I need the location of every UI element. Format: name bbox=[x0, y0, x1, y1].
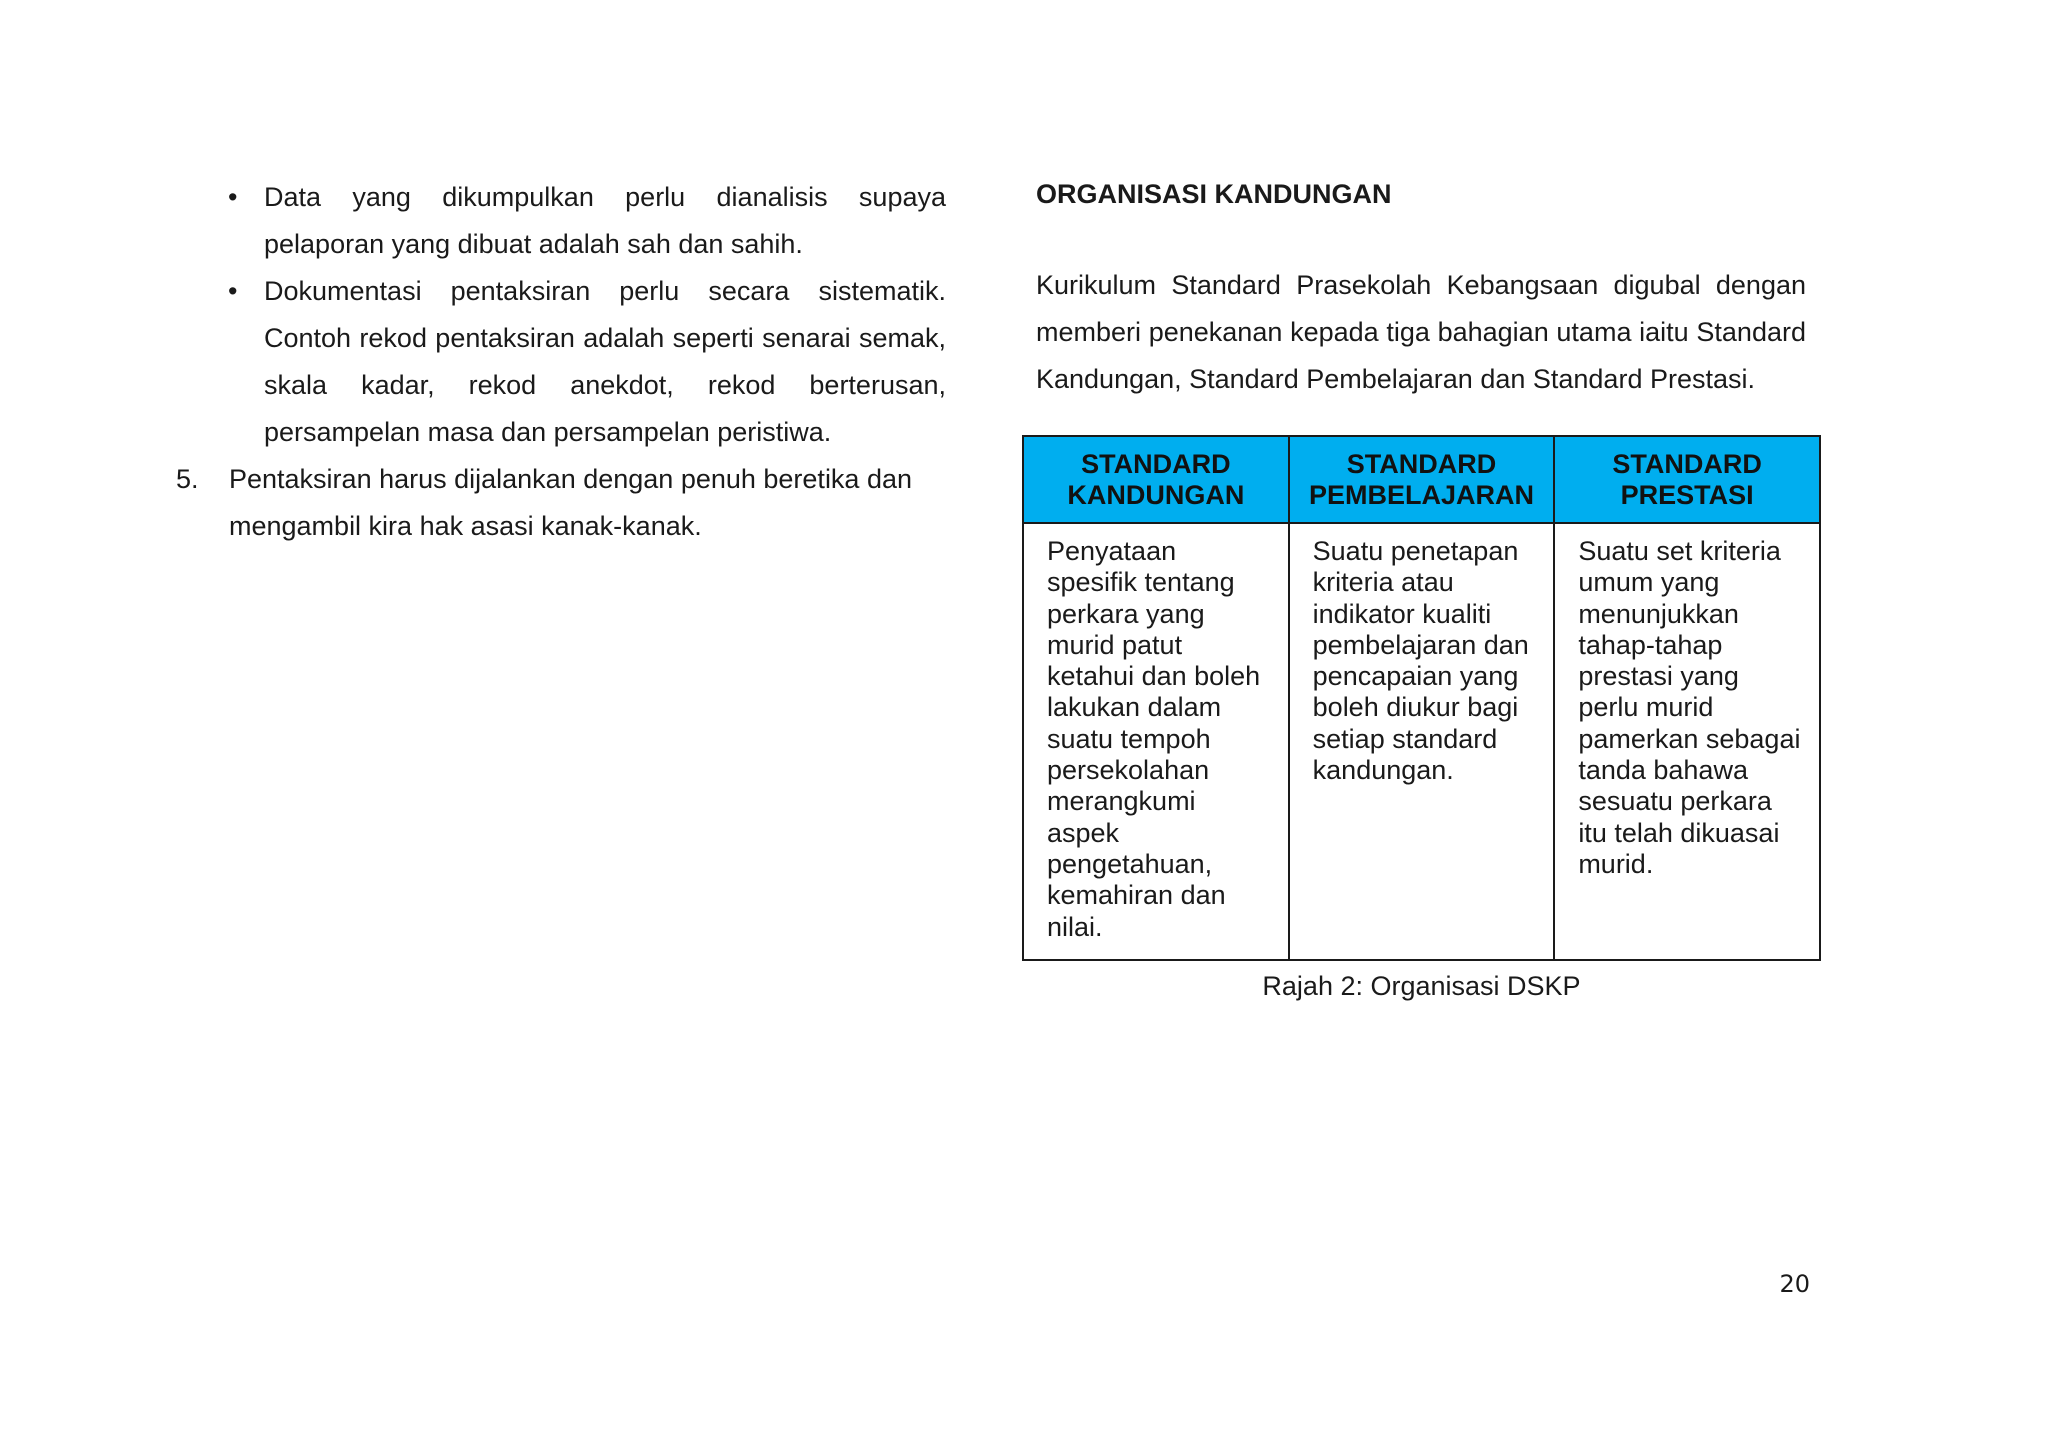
item-number: 5. bbox=[176, 464, 199, 494]
intro-paragraph: Kurikulum Standard Prasekolah Kebangsaan digubal dengan memberi penekanan kepada tiga bahagian utama iaitu Standard Kandungan, Standard Pembelajaran dan Standard Prestasi. bbox=[1036, 270, 1806, 394]
numbered-item bbox=[176, 456, 969, 550]
table-row bbox=[1023, 523, 1820, 960]
cell-kandungan-description: Penyataan spesifik tentang perkara yang murid patut ketahui dan boleh lakukan dalam suatu tempoh persekolahan merangkumi aspek pengetahuan, kemahiran dan nilai. bbox=[1023, 523, 1289, 960]
figure-caption: Rajah 2: Organisasi DSKP bbox=[1262, 971, 1581, 1001]
header-line: PEMBELAJARAN bbox=[1308, 479, 1534, 510]
header-standard-kandungan bbox=[1023, 436, 1289, 523]
bullet-item bbox=[176, 174, 946, 268]
bullet-list bbox=[176, 174, 946, 456]
page-number: 20 bbox=[1779, 1270, 1810, 1298]
header-standard-prestasi bbox=[1554, 436, 1820, 523]
section-heading: ORGANISASI KANDUNGAN bbox=[1036, 179, 1392, 209]
table-header-row bbox=[1023, 436, 1820, 523]
left-column bbox=[176, 174, 946, 550]
cell-prestasi-description: Suatu set kriteria umum yang menunjukkan tahap-tahap prestasi yang perlu murid pamerkan sebagai tanda bahawa sesuatu perkara itu telah dikuasai murid. bbox=[1554, 523, 1820, 960]
header-line: PRESTASI bbox=[1620, 479, 1754, 510]
right-column bbox=[1036, 171, 1806, 403]
header-standard-pembelajaran bbox=[1289, 436, 1555, 523]
numbered-item-text: Pentaksiran harus dijalankan dengan penuh beretika dan mengambil kira hak asasi kanak-kanak. bbox=[229, 464, 913, 541]
bullet-text: Data yang dikumpulkan perlu dianalisis supaya pelaporan yang dibuat adalah sah dan sahih. bbox=[264, 182, 946, 259]
bullet-icon: • bbox=[228, 276, 238, 306]
bullet-item bbox=[176, 268, 946, 456]
bullet-icon: • bbox=[228, 182, 238, 212]
cell-pembelajaran-description: Suatu penetapan kriteria atau indikator kualiti pembelajaran dan pencapaian yang boleh diukur bagi setiap standard kandungan. bbox=[1289, 523, 1555, 960]
dskp-table bbox=[1022, 435, 1821, 961]
header-line: KANDUNGAN bbox=[1067, 479, 1245, 510]
bullet-text: Dokumentasi pentaksiran perlu secara sistematik. Contoh rekod pentaksiran adalah seperti senarai semak, skala kadar, rekod anekdot, rekod berterusan, persampelan masa dan persampelan peristiwa. bbox=[264, 276, 946, 447]
header-line: STANDARD bbox=[1081, 448, 1231, 479]
header-line: STANDARD bbox=[1612, 448, 1762, 479]
header-line: STANDARD bbox=[1346, 448, 1497, 479]
